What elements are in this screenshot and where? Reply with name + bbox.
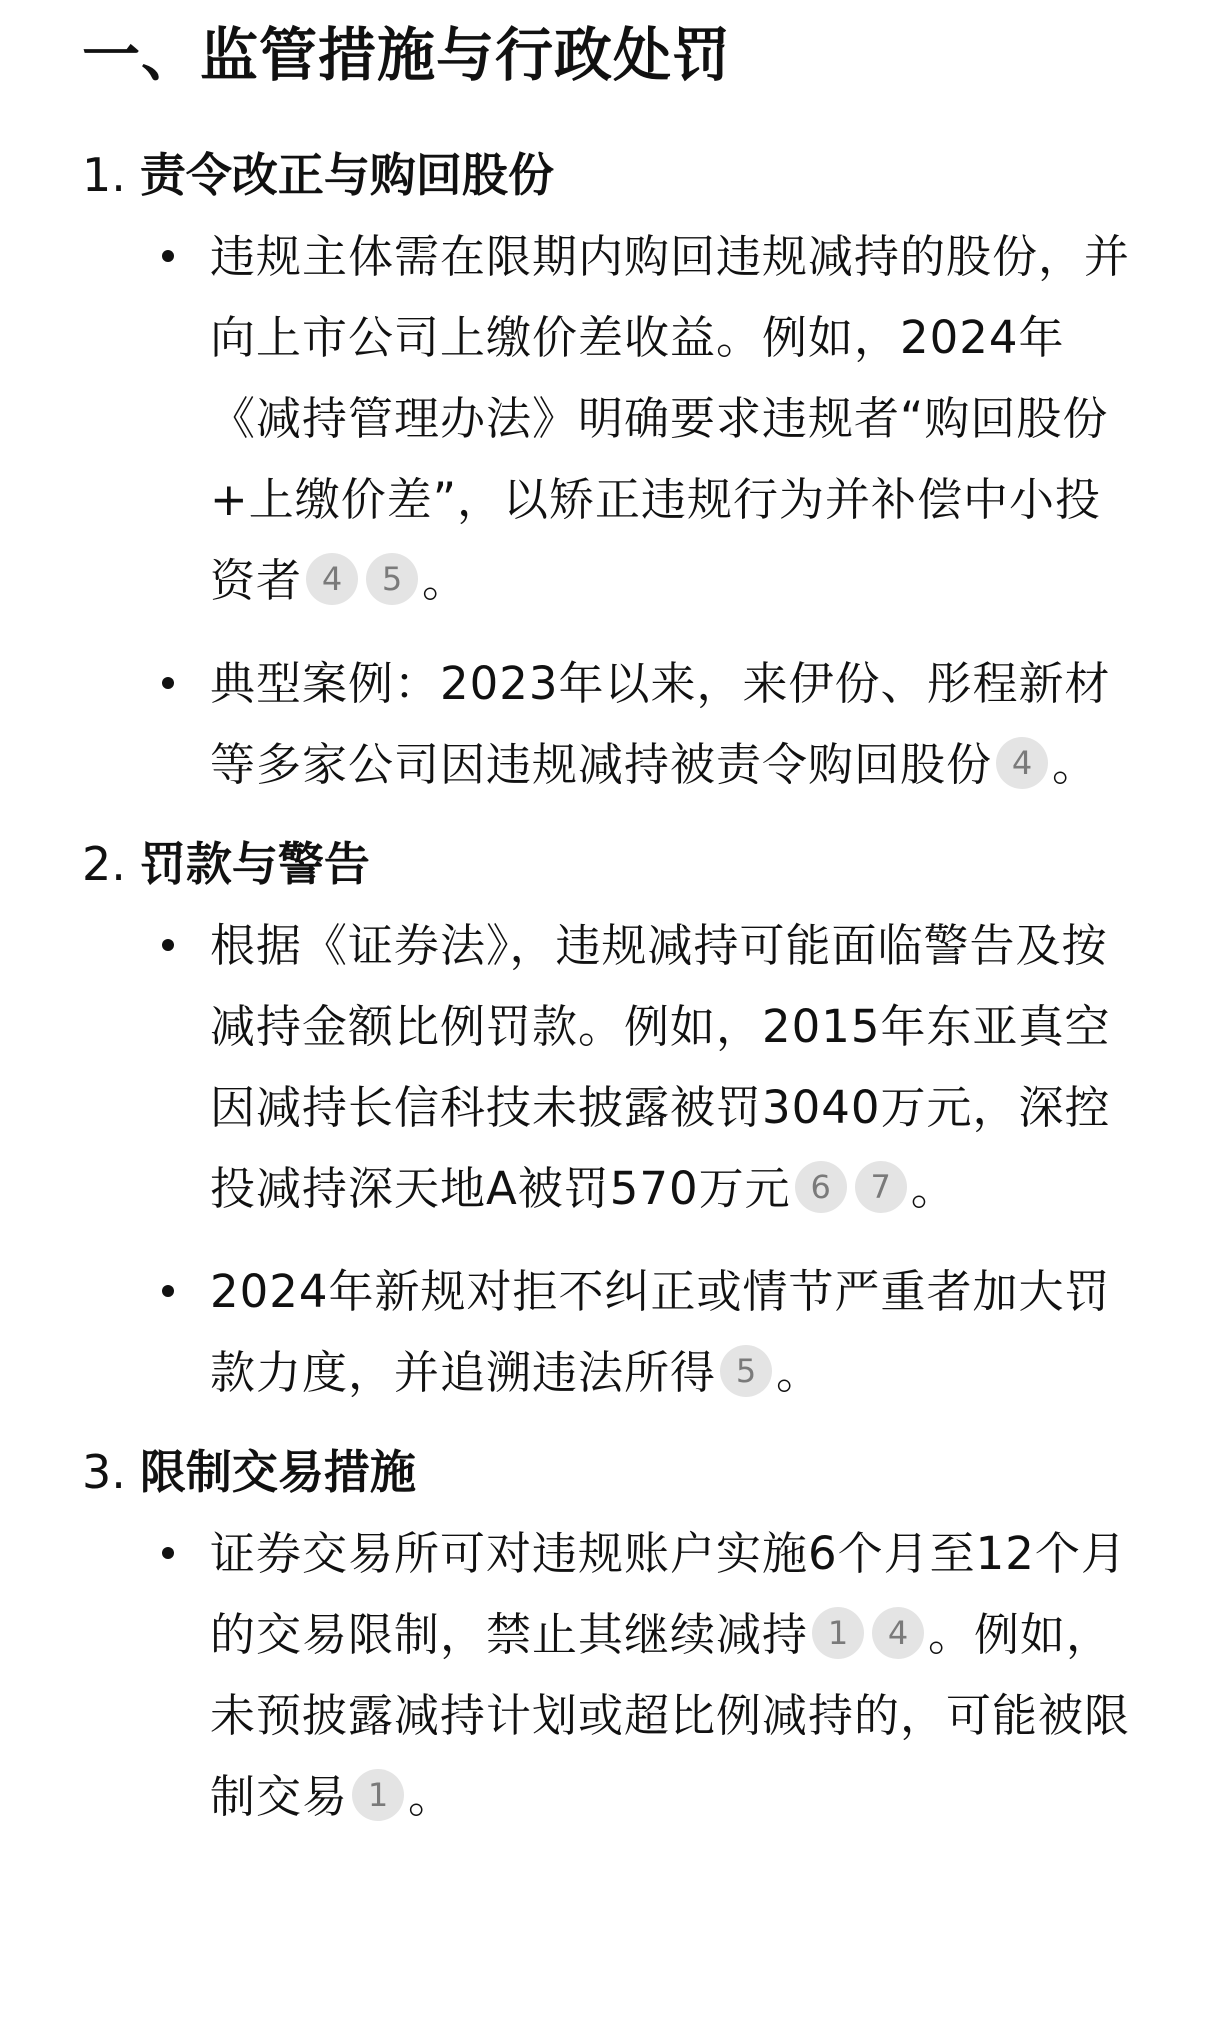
bullet-text: 证券交易所可对违规账户实施6个月至12个月的交易限制，禁止其继续减持 <box>210 1527 1127 1661</box>
bullet-list-3 <box>82 1513 1140 1837</box>
bullet-text-end: 。 <box>1052 738 1099 791</box>
subheading-number: 3. <box>82 1445 126 1499</box>
subheading-text: 罚款与警告 <box>139 837 370 891</box>
section-title: 一、监管措施与行政处罚 <box>82 21 732 89</box>
bullet-list-2 <box>82 905 1140 1413</box>
bullet-text-end: 。 <box>422 554 469 607</box>
subheading-text: 限制交易措施 <box>139 1445 416 1499</box>
citation-badge[interactable]: 7 <box>855 1161 907 1213</box>
bullet-item <box>82 216 1140 621</box>
bullet-text: 2024年新规对拒不纠正或情节严重者加大罚款力度，并追溯违法所得 <box>210 1265 1111 1399</box>
bullet-text: 根据《证券法》，违规减持可能面临警告及按减持金额比例罚款。例如，2015年东亚真空因减持长信科技未披露被罚3040万元，深控投减持深天地A被罚570万元 <box>210 919 1111 1215</box>
citation-badge[interactable]: 1 <box>812 1607 864 1659</box>
citation-badge[interactable]: 1 <box>352 1769 404 1821</box>
bullet-item <box>82 905 1140 1229</box>
subheading-3 <box>82 1445 1140 1499</box>
bullet-text: 典型案例：2023年以来，来伊份、彤程新材等多家公司因违规减持被责令购回股份 <box>210 657 1111 791</box>
bullet-text-end: 。 <box>776 1346 823 1399</box>
citation-badge[interactable]: 5 <box>720 1345 772 1397</box>
bullet-dot <box>162 1285 174 1297</box>
bullet-text-end: 。 <box>408 1770 455 1823</box>
citation-badge[interactable]: 5 <box>366 553 418 605</box>
subheading-number: 1. <box>82 148 126 202</box>
bullet-item <box>82 643 1140 805</box>
bullet-dot <box>162 1547 174 1559</box>
bullet-text-end: 。 <box>910 1162 957 1215</box>
subheading-number: 2. <box>82 837 126 891</box>
bullet-dot <box>162 939 174 951</box>
citation-badge[interactable]: 6 <box>795 1161 847 1213</box>
subheading-text: 责令改正与购回股份 <box>139 148 554 202</box>
citation-badge[interactable]: 4 <box>306 553 358 605</box>
bullet-text: 违规主体需在限期内购回违规减持的股份，并向上市公司上缴价差收益。例如，2024年《减持管理办法》明确要求违规者“购回股份+上缴价差”，以矫正违规行为并补偿中小投资者 <box>210 230 1131 607</box>
subheading-2 <box>82 837 1140 891</box>
bullet-dot <box>162 250 174 262</box>
citation-badge[interactable]: 4 <box>872 1607 924 1659</box>
bullet-text-middle: 。例如，未预披露减持计划或超比例减持的，可能被限制交易 <box>210 1608 1131 1823</box>
bullet-list-1 <box>82 216 1140 805</box>
bullet-item <box>82 1251 1140 1413</box>
bullet-item <box>82 1513 1140 1837</box>
citation-badge[interactable]: 4 <box>996 737 1048 789</box>
subheading-1 <box>82 148 1140 202</box>
bullet-dot <box>162 677 174 689</box>
